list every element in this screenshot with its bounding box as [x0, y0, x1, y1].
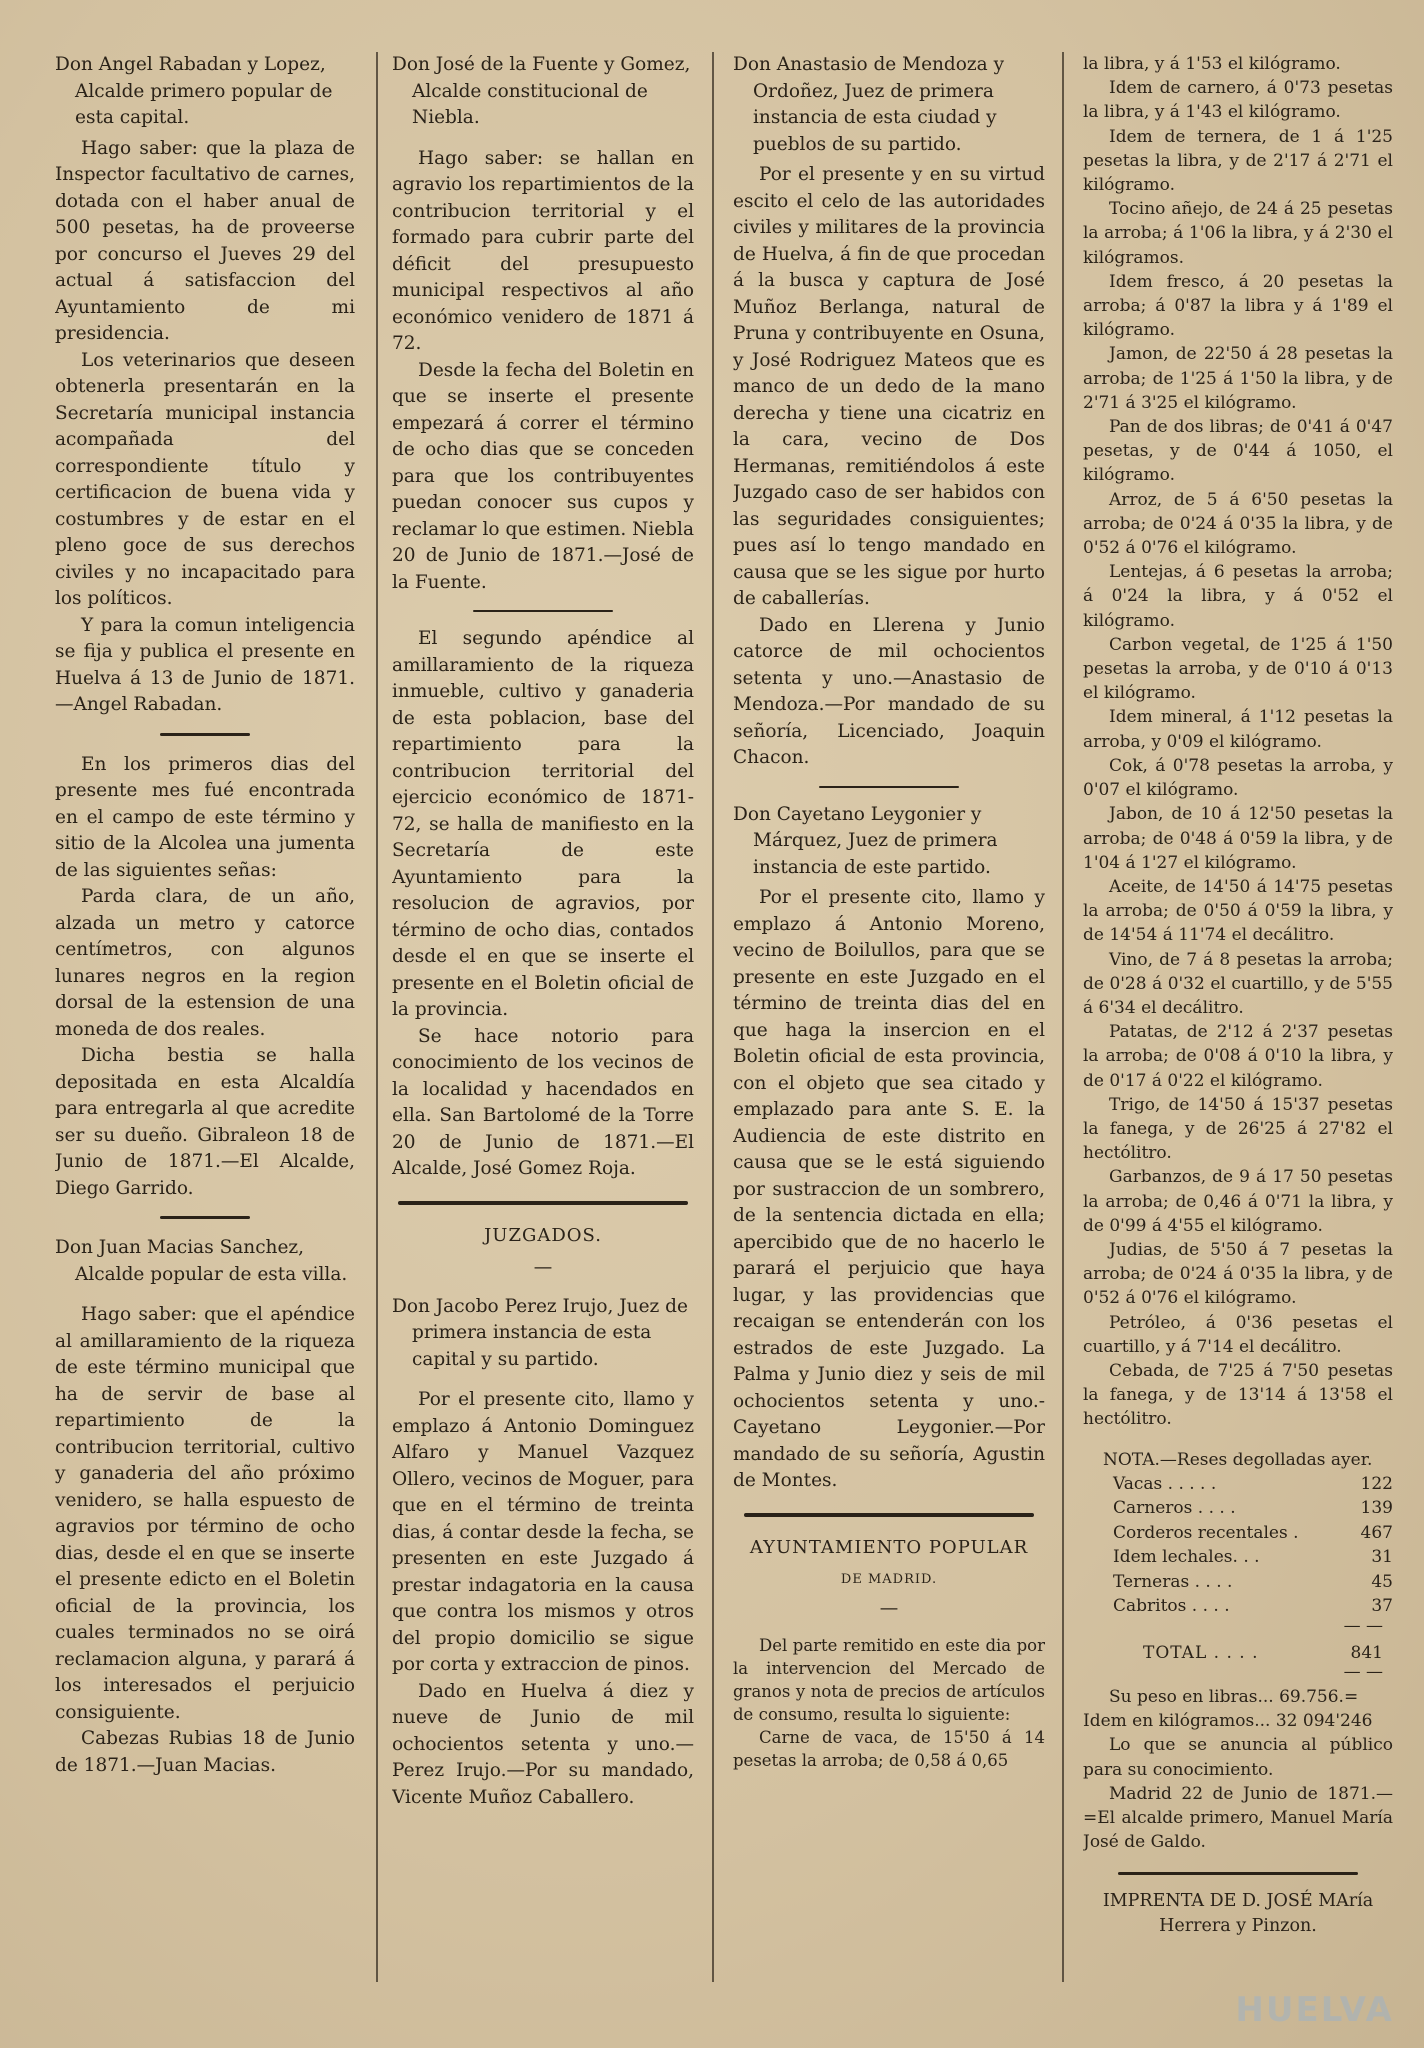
row-value: 122	[1360, 1473, 1393, 1494]
notice-header: Don Angel Rabadan y Lopez, Alcalde primero popular de esta capital.	[55, 54, 333, 128]
row-value: 37	[1371, 1596, 1393, 1617]
row-value: 45	[1371, 1571, 1393, 1592]
price-line: Jamon, de 22'50 á 28 pesetas la arroba; de 1'25 á 1'50 la libra, y de 2'71 á 3'25 el kilógramo.	[1083, 344, 1393, 413]
price-line: Carne de vaca, de 15'50 á 14 pesetas la arroba; de 0,58 á 0,65	[733, 1728, 1045, 1770]
anuncio: Lo que se anuncia al público para su conocimiento.	[1083, 1735, 1393, 1780]
column-2	[392, 52, 694, 2030]
notice-paragraph: Dado en Huelva á diez y nueve de Junio de mil ochocientos setenta y uno.—Perez Irujo.—Por su mandado, Vicente Muñoz Caballero.	[392, 1680, 694, 1808]
peso-libras: Su peso en libras... 69.756.=	[1109, 1686, 1359, 1707]
notice-paragraph: Y para la comun inteligencia se fija y publica el presente en Huelva á 13 de Junio de 1871.—Angel Rabadan.	[55, 614, 355, 715]
separator	[819, 786, 959, 788]
notice-paragraph: Dado en Llerena y Junio catorce de mil ochocientos setenta y uno.—Anastasio de Mendoza.—Por mandado de su señoría, Licenciado, Joaquin Chacon.	[733, 614, 1045, 768]
notice-paragraph: Por el presente cito, llamo y emplazo á Antonio Dominguez Alfaro y Manuel Vazquez Ollero, vecinos de Moguer, para que en el término de treinta dias, á contar desde la fecha, se presenten en este Juzgado á prestar indagatoria en la causa que contra los mismos y otros del propio domicilio se sigue por corta y extraccion de pinos.	[392, 1389, 694, 1675]
section-subtitle: DE MADRID.	[840, 1572, 938, 1587]
watermark-logo: HUELVA	[1235, 1990, 1394, 2030]
notice-paragraph: Del parte remitido en este dia por la intervencion del Mercado de granos y nota de precios de artículos de consumo, resulta lo siguiente:	[733, 1636, 1045, 1724]
firma: Madrid 22 de Junio de 1871.—=El alcalde primero, Manuel María José de Galdo.	[1083, 1783, 1393, 1853]
notice-paragraph: Hago saber: que el apéndice al amillaramiento de la riqueza de este término municipal que ha de servir de base al repartimiento de la contribucion territorial, cultivo y ganaderia del año próximo venidero, se halla espuesto de agravios por término de ocho dias, desde el en que se inserte el presente edicto en el Boletin oficial de la provincia, los cuales terminados no se oirá reclamacion alguna, y parará á los interesados el perjuicio consiguiente.	[55, 1304, 355, 1723]
notice-paragraph: Por el presente cito, llamo y emplazo á Antonio Moreno, vecino de Boilullos, para que se presente en este Juzgado en el término de treinta dias del en que haga la insercion en el Boletin oficial de esta provincia, con el objeto que sea citado y emplazado para ante S. E. la Audiencia de este distrito en causa que se le está siguiendo por sustraccion de un sombrero, de la sentencia dictada en ella; apercibido que de no hacerlo le parará el perjuicio que haya lugar, y las providencias que recaigan se entenderán con los estrados de este Juzgado. La Palma y Junio diez y seis de mil ochocientos setenta y uno.-Cayetano Leygonier.—Por mandado de su señoría, Agustin de Montes.	[733, 887, 1045, 1491]
column-3	[733, 52, 1045, 2030]
row-label: Carneros . . . .	[1113, 1498, 1236, 1519]
section-rule	[398, 1201, 688, 1205]
column-rule-3	[1062, 52, 1064, 1982]
price-line: Jabon, de 10 á 12'50 pesetas la arroba; de 0'48 á 0'59 la libra, y de 1'04 á 1'27 el kilógramo.	[1083, 804, 1393, 873]
price-line: Idem mineral, á 1'12 pesetas la arroba, y 0'09 el kilógramo.	[1083, 707, 1393, 752]
column-1	[55, 52, 355, 2030]
price-line: Idem de carnero, á 0'73 pesetas la libra, y á 1'43 el kilógramo.	[1083, 78, 1393, 123]
price-line: Vino, de 7 á 8 pesetas la arroba; de 0'28 á 0'32 el cuartillo, y de 5'55 á 6'34 el decálitro.	[1083, 949, 1393, 1018]
title-dash: —	[879, 1597, 899, 1619]
title-dash: —	[533, 1257, 553, 1278]
notice-paragraph: El segundo apéndice al amillaramiento de la riqueza inmueble, cultivo y ganaderia de esta poblacion, base del repartimiento para la contribucion territorial del ejercicio económico de 1871-72, se halla de manifiesto en la Secretaría de este Ayuntamiento para la resolucion de agravios, por término de ocho dias, contados desde el en que se inserte el presente en el Boletin oficial de la provincia.	[392, 628, 694, 1020]
notice-header: Don Cayetano Leygonier y Márquez, Juez de primera instancia de este partido.	[733, 803, 998, 878]
nota-table	[1083, 1472, 1393, 1619]
table-row	[1083, 1521, 1393, 1546]
price-line: Arroz, de 5 á 6'50 pesetas la arroba; de 0'24 á 0'35 la libra, y de 0'52 á 0'76 el kilógramo.	[1083, 489, 1393, 559]
notice-paragraph: Por el presente y en su virtud escito el celo de las autoridades civiles y militares de la provincia de Huelva, á fin de que procedan á la busca y captura de José Muñoz Berlanga, natural de Pruna y contribuyente en Osuna, y José Rodriguez Mateos que es manco de un dedo de la mano derecha y tiene una cicatriz en la cara, vecino de Dos Hermanas, remitiéndolos á este Juzgado caso de ser habidos con las seguridades consiguientes; pues así lo tengo mandado en causa que se les sigue por hurto de caballerías.	[733, 164, 1045, 609]
imprenta: IMPRENTA DE D. JOSÉ MAría Herrera y Pinzon.	[1102, 1891, 1374, 1937]
notice-header: Don Juan Macias Sanchez, Alcalde popular de esta villa.	[55, 1237, 348, 1285]
row-value: 139	[1360, 1498, 1393, 1519]
notice-header: Don José de la Fuente y Gomez, Alcalde constitucional de Niebla.	[392, 54, 691, 128]
price-line: Lentejas, á 6 pesetas la arroba; á 0'24 la libra, y á 0'52 el kilógramo.	[1083, 562, 1393, 631]
table-row	[1083, 1570, 1393, 1595]
separator	[160, 1216, 250, 1219]
notice-paragraph: Cabezas Rubias 18 de Junio de 1871.—Juan Macias.	[55, 1728, 355, 1776]
table-row	[1083, 1545, 1393, 1570]
total-value: 841	[1350, 1642, 1383, 1663]
notice-paragraph: Hago saber: se hallan en agravio los repartimientos de la contribucion territorial y el formado para cubrir parte del déficit del presupuesto municipal respectivos al año económico venidero de 1871 á 72.	[392, 147, 694, 354]
row-label: Corderos recentales .	[1113, 1522, 1299, 1543]
price-line: Idem de ternera, de 1 á 1'25 pesetas la libra, y de 2'17 á 2'71 el kilógramo.	[1083, 126, 1393, 196]
row-value: 31	[1371, 1547, 1393, 1568]
price-line: Cok, á 0'78 pesetas la arroba, y 0'07 el kilógramo.	[1083, 755, 1393, 801]
table-row	[1083, 1496, 1393, 1521]
separator	[1118, 1872, 1358, 1875]
total-label: TOTAL . . . .	[1143, 1642, 1259, 1663]
price-line: la libra, y á 1'53 el kilógramo.	[1083, 54, 1341, 74]
separator	[160, 733, 250, 736]
separator	[473, 610, 613, 612]
sum-rule: — —	[1343, 1615, 1383, 1636]
price-line: Idem fresco, á 20 pesetas la arroba; á 0'87 la libra y á 1'89 el kilógramo.	[1083, 271, 1393, 341]
notice-paragraph: Se hace notorio para conocimiento de los vecinos de la localidad y hacendados en ella. San Bartolomé de la Torre 20 de Junio de 1871.—El Alcalde, José Gomez Roja.	[392, 1025, 694, 1179]
column-rule-2	[712, 52, 714, 1982]
sum-rule: — —	[1343, 1661, 1383, 1682]
nota-title: NOTA.—Reses degolladas ayer.	[1103, 1449, 1373, 1470]
notice-paragraph: Los veterinarios que deseen obtenerla presentarán en la Secretaría municipal instancia acompañada del correspondiente título y certificacion de buena vida y costumbres y de estar en el pleno goce de sus derechos civiles y no incapacitado para los políticos.	[55, 349, 355, 609]
row-label: Idem lechales. . .	[1113, 1547, 1260, 1568]
peso-kg: Idem en kilógramos... 32 094'246	[1083, 1711, 1373, 1732]
row-value: 467	[1360, 1522, 1393, 1543]
price-line: Aceite, de 14'50 á 14'75 pesetas la arroba; de 0'50 á 0'59 la libra, y de 14'54 á 11'74 el decálitro.	[1083, 876, 1393, 946]
price-line: Tocino añejo, de 24 á 25 pesetas la arroba; á 1'06 la libra, y á 2'30 el kilógramos.	[1083, 199, 1393, 268]
section-title: JUZGADOS.	[484, 1224, 602, 1246]
notice-paragraph: En los primeros dias del presente mes fué encontrada en el campo de este término y sitio de la Alcolea una jumenta de las siguientes señas:	[55, 753, 355, 881]
row-label: Terneras . . . .	[1113, 1571, 1233, 1592]
price-line: Garbanzos, de 9 á 17 50 pesetas la arroba; de 0,46 á 0'71 la libra, y de 0'99 á 4'55 el kilógramo.	[1083, 1167, 1393, 1236]
price-line: Pan de dos libras; de 0'41 á 0'47 pesetas, y de 0'44 á 1050, el kilógramo.	[1083, 417, 1393, 486]
section-rule	[744, 1513, 1034, 1517]
price-line: Judias, de 5'50 á 7 pesetas la arroba; de 0'24 á 0'35 la libra, y de 0'52 á 0'76 el kilógramo.	[1083, 1239, 1393, 1309]
notice-header: Don Anastasio de Mendoza y Ordoñez, Juez de primera instancia de esta ciudad y pueblos de su partido.	[733, 54, 1005, 155]
notice-header: Don Jacobo Perez Irujo, Juez de primera instancia de esta capital y su partido.	[392, 1295, 688, 1370]
row-label: Cabritos . . . .	[1113, 1596, 1230, 1617]
table-row	[1083, 1472, 1393, 1497]
notice-paragraph: Dicha bestia se halla depositada en esta Alcaldía para entregarla al que acredite ser su dueño. Gibraleon 18 de Junio de 1871.—El Alcalde, Diego Garrido.	[55, 1045, 355, 1199]
row-label: Vacas . . . . .	[1113, 1473, 1217, 1494]
column-4	[1083, 52, 1393, 2030]
price-line: Trigo, de 14'50 á 15'37 pesetas la fanega, y de 26'25 á 27'82 el hectólitro.	[1083, 1094, 1393, 1164]
price-line: Patatas, de 2'12 á 2'37 pesetas la arroba; de 0'08 á 0'10 la libra, y de 0'17 á 0'22 el kilógramo.	[1083, 1022, 1393, 1091]
notice-paragraph: Hago saber: que la plaza de Inspector facultativo de carnes, dotada con el haber anual de 500 pesetas, ha de proveerse por concurso el Jueves 29 del actual á satisfaccion del Ayuntamiento de mi presidencia.	[55, 137, 355, 344]
price-line: Carbon vegetal, de 1'25 á 1'50 pesetas la arroba, y de 0'10 á 0'13 el kilógramo.	[1083, 634, 1393, 704]
price-line: Petróleo, á 0'36 pesetas el cuartillo, y á 7'14 el decálitro.	[1083, 1312, 1393, 1357]
section-title: AYUNTAMIENTO POPULAR	[749, 1536, 1029, 1558]
column-rule-1	[376, 52, 378, 1982]
price-line: Cebada, de 7'25 á 7'50 pesetas la fanega, y de 13'14 á 13'58 el hectólitro.	[1083, 1360, 1393, 1430]
notice-paragraph: Parda clara, de un año, alzada un metro y catorce centímetros, con algunos lunares negros en la region dorsal de la estension de una moneda de dos reales.	[55, 886, 355, 1040]
notice-paragraph: Desde la fecha del Boletin en que se inserte el presente empezará á correr el término de ocho dias que se conceden para que los contribuyentes puedan conocer sus cupos y reclamar lo que estimen. Niebla 20 de Junio de 1871.—José de la Fuente.	[392, 359, 694, 593]
